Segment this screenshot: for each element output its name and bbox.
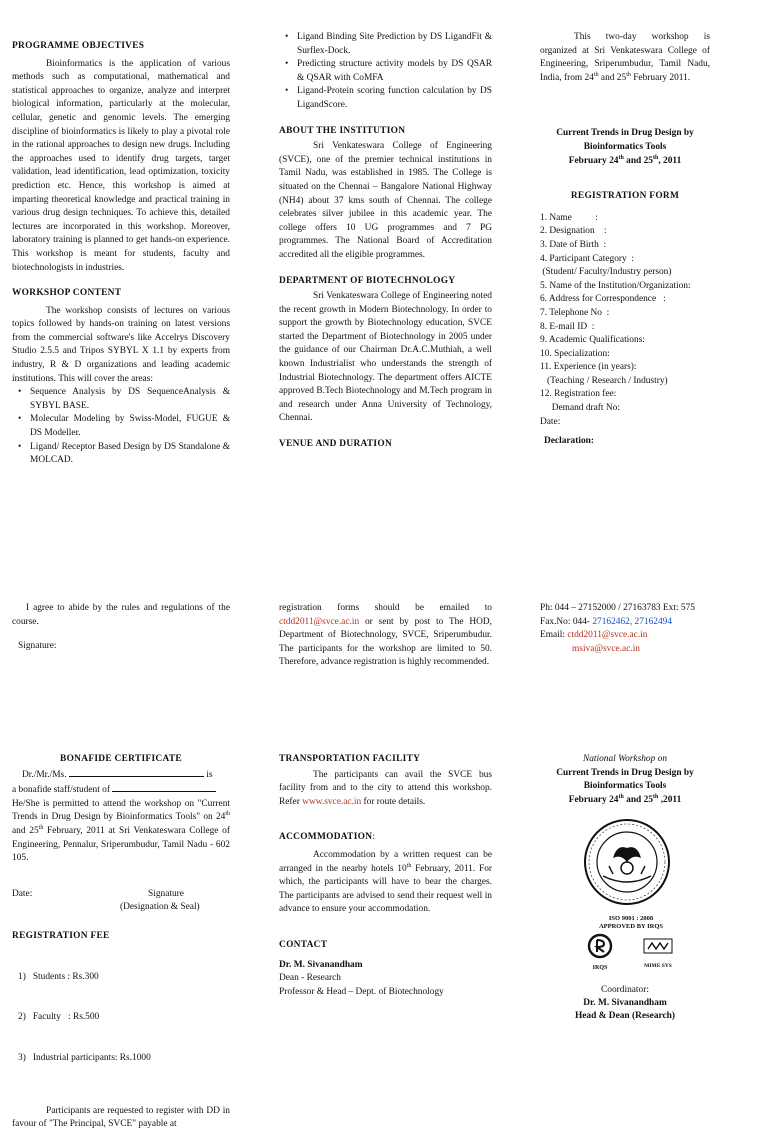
coordinator-name: Dr. M. Sivanandham [583,998,667,1008]
contact-name: Dr. M. Sivanandham [279,959,363,970]
list-item: • Ligand Binding Site Prediction by DS LigandFit & Surflex-Dock. [279,31,492,58]
contact-details [540,602,730,656]
form-field: 5. Name of the Institution/Organization: [540,280,691,291]
accommodation-heading: ACCOMMODATION: [279,832,376,843]
list-item: • Sequence Analysis by DS SequenceAnalysis & SYBYL BASE. [12,386,230,413]
form-field: 10. Specialization: [540,348,610,359]
list-item: • Predicting structure activity models by DS QSAR & QSAR with CoMFA [279,58,492,85]
form-field: 6. Address for Correspondence : [540,294,666,305]
form-field: 1. Name : [540,212,598,223]
cover-panel [540,753,710,807]
designation-seal-label: (Designation & Seal) [120,901,200,912]
event-title: Current Trends in Drug Design by Bioinformatics Tools February 24th and 25th, 2011 [556,128,694,166]
form-field: 4. Participant Category : [540,253,634,264]
form-field: 7. Telephone No : [540,307,610,318]
form-field: Date: [540,416,561,427]
irqs-logo: IRQS [586,933,614,973]
registration-instructions [279,602,492,670]
workshop-content-continued [279,31,492,452]
venue-section [540,31,710,449]
signature-label: Signature: [18,641,57,652]
coordinator-label: Coordinator: [601,985,649,995]
coordinator-role: Head & Dean (Research) [574,1011,676,1021]
agreement-text: I agree to abide by the rules and regulations of the course. [12,603,230,627]
phone-number: Ph: 044 – 27152000 / 27163783 Ext: 575 [540,603,695,613]
form-field: 8. E-mail ID : [540,321,595,332]
bonafide-text: He/She is permitted to attend the workshop on "Current Trends in Drug Design by Bioinformatics Tools" on 24th and 25th February, 2011 at Sri Venkateswara College of Engineering, Pennalur, Sriperumbudur, Tamil Nadu - 602 105. [12,798,230,864]
agreement-section [12,602,230,654]
registration-instructions-text: registration forms should be emailed to ctdd2011@svce.ac.in or sent by post to The HOD, Department of Biotechnology, SVCE, Sriperumbudur. The participants for the workshop are limited to 50. Therefore, advance registration is highly recommended. [279,603,492,668]
coordinator-section [540,984,710,1023]
form-field: 3. Date of Birth : [540,239,607,250]
form-field: 2. Designation : [540,226,607,237]
list-item: • Ligand-Protein scoring function calculation by DS LigandScore. [279,85,492,112]
contact-heading: CONTACT [279,939,328,950]
email-link-2[interactable]: msiva@svce.ac.in [572,643,640,654]
registration-fee-heading: REGISTRATION FEE [12,930,110,941]
email-link[interactable]: ctdd2011@svce.ac.in [567,630,648,641]
website-link[interactable]: www.svce.ac.in [302,796,362,807]
institution-text: Sri Venkateswara College of Engineering (SVCE), one of the premier technical institutions in Tamil Nadu, was established in 1985. The College is situated on the Chennai – Bangalore National Highway (NH4) about 37 kms south of Chennai. The college celebrates silver jubilee in this academic year. The college offers 10 UG programmes and 7 PG programmes. The National Board of Accreditation accredited all the eligible programmes. [279,141,492,260]
national-workshop-label: National Workshop on [582,754,668,764]
bonafide-heading: BONAFIDE CERTIFICATE [60,754,182,764]
fee-item: 1) Students : Rs.300 [18,971,99,982]
payment-text: Participants are requested to register with DD in favour of "The Principal, SVCE" payable at [12,1105,230,1130]
contact-role-2: Professor & Head – Dept. of Biotechnology [279,986,444,997]
iso-certification: ISO 9001 : 2008 APPROVED BY IRQS [598,915,664,930]
workshop-content-list [12,386,230,468]
bonafide-signoff [12,888,230,916]
workshop-content-text: The workshop consists of lectures on various topics followed by hands-on training on latest versions from the commercial software's like Accelrys Discovery Studio 2.5.5 and Tripos SYBYL X 1.1 by experts from industry, R & D organizations and leading academic institutions. This will cover the areas: [12,305,230,384]
declaration-label: Declaration: [544,436,594,447]
form-field: (Teaching / Research / Industry) [540,375,668,386]
registration-email-link[interactable]: ctdd2011@svce.ac.in [279,616,360,627]
form-field: 12. Registration fee: [540,389,617,400]
form-field: 9. Academic Qualifications: [540,335,645,346]
email-line: Email: ctdd2011@svce.ac.in [540,630,648,641]
department-text: Sri Venkateswara College of Engineering noted the recent growth in Modern Biotechnology. In order to support the growth by Biotechnology education, SVCE started the Department of Biotechnology in 2005 under the guidance of our Chairman Dr.A.C.Muthiah, a well known Industrialist who understands the strength of Industrial Biotechnology. The department offers AICTE approved B.Tech Biotechnology and M.Tech program in and research under Anna University of Technology, Chennai. [279,291,492,424]
fax-number: Fax.No: 044- 27162462, 27162494 [540,616,673,627]
college-seal-logo [583,818,671,906]
transport-text: The participants can avail the SVCE bus facility from and to the city to attend this workshop. Refer www.svce.ac.in for route details. [279,769,492,807]
venue-text: This two-day workshop is organized at Sri Venkateswara College of Engineering, Sriperumbudur, Tamil Nadu, India, from 24th and 25th February 2011. [540,32,710,83]
transport-accommodation-section [279,753,492,999]
institution-heading: ABOUT THE INSTITUTION [279,125,406,136]
list-item: • Ligand/ Receptor Based Design by DS Standalone & MOLCAD. [12,441,230,468]
objectives-heading: PROGRAMME OBJECTIVES [12,41,145,51]
form-field: 11. Experience (in years): [540,362,637,373]
bonafide-section [12,753,230,1132]
bonafide-line-1: Dr./Mr./Ms. is [12,767,230,783]
accreditation-logo: MIME SYS [640,935,676,973]
cover-event-title: Current Trends in Drug Design by Bioinformatics Tools February 24th and 25th ,2011 [556,767,694,805]
contact-role: Dean - Research [279,973,341,984]
department-heading: DEPARTMENT OF BIOTECHNOLOGY [279,275,456,286]
workshop-content-list-continued [279,31,492,113]
date-label: Date: [12,888,33,899]
fee-item: 2) Faculty : Rs.500 [18,1012,100,1023]
registration-form-heading: REGISTRATION FORM [570,191,680,202]
accommodation-text: Accommodation by a written request can be arranged in the nearby hotels 10th February, 2011. For which, the participants will have to bear the charges. The participants are advised to send their request well in advance to ensure your accommodation. [279,849,492,915]
workshop-content-heading: WORKSHOP CONTENT [12,288,122,299]
objectives-text: Bioinformatics is the application of various methods such as computational, mathematical and statistical approaches to organize, analyze and interpret biological information, particularly at the molecular, cellular, genetic and genomic levels. The emerging discipline of bioinformatics is likely to play a pivotal role in the rational approaches to design new drugs. Including the approaches used to identify drug targets, target validation, lead identification, lead optimization, toxicity prediction etc. Hence, this workshop is aimed at imparting theoretical knowledge and practical training in various drug design techniques. To achieve this, detailed lectures are incorporated in this workshop. Moreover, laboratory training is planned to get hands-on experience. This workshop is meant for students, faculty and biotechnologists in industries. [12,58,230,273]
form-field: (Student/ Faculty/Industry person) [540,267,672,278]
transport-heading: TRANSPORTATION FACILITY [279,754,421,764]
fee-item: 3) Industrial participants: Rs.1000 [18,1053,151,1064]
registration-form-fields [540,212,710,430]
venue-heading: VENUE AND DURATION [279,439,393,450]
signature-label: Signature [148,888,184,899]
list-item: • Molecular Modeling by Swiss-Model, FUGUE & DS Modeller. [12,413,230,440]
bonafide-line-2: a bonafide staff/student of [12,782,230,798]
programme-objectives-section [12,40,230,468]
form-field: Demand draft No: [540,403,620,414]
fee-list [12,943,230,1093]
